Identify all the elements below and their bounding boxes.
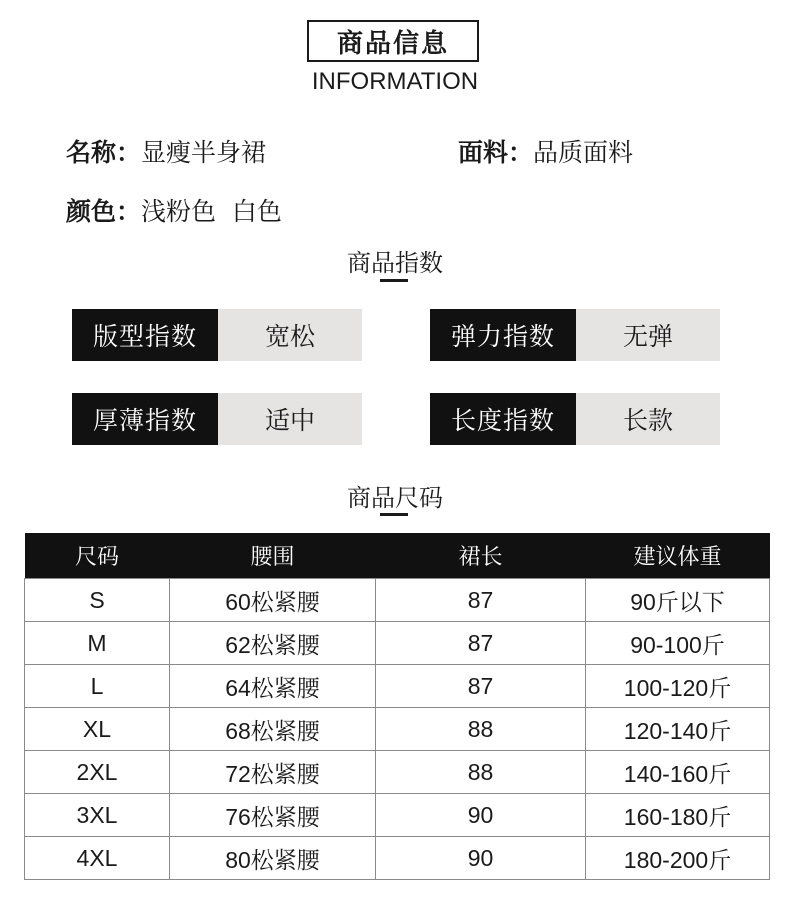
- table-row: [25, 708, 770, 751]
- cell-weight: 90-100斤: [586, 622, 770, 665]
- index-fit-value: 宽松: [218, 309, 362, 361]
- info-name: [66, 133, 266, 169]
- cell-size: L: [25, 665, 170, 708]
- index-section-rule: [380, 279, 408, 282]
- cell-size: 2XL: [25, 751, 170, 794]
- cell-weight: 90斤以下: [586, 579, 770, 622]
- fabric-value: 品质面料: [533, 138, 634, 167]
- fabric-label: 面料：: [458, 138, 534, 167]
- cell-size: S: [25, 579, 170, 622]
- cell-weight: 180-200斤: [586, 837, 770, 880]
- header-length: 裙长: [376, 533, 586, 579]
- size-section-rule: [380, 513, 408, 516]
- cell-size: M: [25, 622, 170, 665]
- cell-length: 90: [376, 794, 586, 837]
- size-table-header: [25, 533, 770, 579]
- cell-weight: 100-120斤: [586, 665, 770, 708]
- index-length: [430, 393, 720, 445]
- color-label: 颜色：: [66, 197, 142, 226]
- index-fit: [72, 309, 362, 361]
- cell-size: XL: [25, 708, 170, 751]
- color-value: 浅粉色 白色: [141, 197, 282, 226]
- size-section-title: 商品尺码: [347, 484, 443, 512]
- index-fit-label: 版型指数: [72, 309, 218, 361]
- cell-waist: 76松紧腰: [170, 794, 376, 837]
- cell-weight: 140-160斤: [586, 751, 770, 794]
- index-length-label: 长度指数: [430, 393, 576, 445]
- cell-length: 88: [376, 751, 586, 794]
- table-row: [25, 837, 770, 880]
- header-weight: 建议体重: [586, 533, 770, 579]
- cell-length: 87: [376, 622, 586, 665]
- name-value: 显瘦半身裙: [141, 138, 267, 167]
- cell-waist: 60松紧腰: [170, 579, 376, 622]
- index-thickness-value: 适中: [218, 393, 362, 445]
- table-row: [25, 665, 770, 708]
- page-title-text: 商品信息: [336, 28, 449, 59]
- index-elasticity-value: 无弹: [576, 309, 720, 361]
- table-row: [25, 751, 770, 794]
- cell-length: 87: [376, 665, 586, 708]
- table-row: [25, 622, 770, 665]
- cell-weight: 120-140斤: [586, 708, 770, 751]
- cell-waist: 68松紧腰: [170, 708, 376, 751]
- header-size: 尺码: [25, 533, 170, 579]
- cell-length: 87: [376, 579, 586, 622]
- info-color: [66, 192, 282, 228]
- index-length-value: 长款: [576, 393, 720, 445]
- cell-waist: 80松紧腰: [170, 837, 376, 880]
- table-row: [25, 579, 770, 622]
- cell-size: 3XL: [25, 794, 170, 837]
- header-waist: 腰围: [170, 533, 376, 579]
- cell-length: 88: [376, 708, 586, 751]
- index-section-title: 商品指数: [347, 249, 443, 277]
- index-elasticity-label: 弹力指数: [430, 309, 576, 361]
- cell-size: 4XL: [25, 837, 170, 880]
- index-thickness-label: 厚薄指数: [72, 393, 218, 445]
- cell-waist: 64松紧腰: [170, 665, 376, 708]
- page-title: [307, 20, 479, 62]
- index-elasticity: [430, 309, 720, 361]
- name-label: 名称：: [66, 138, 142, 167]
- cell-waist: 72松紧腰: [170, 751, 376, 794]
- index-thickness: [72, 393, 362, 445]
- table-row: [25, 794, 770, 837]
- size-table: [24, 533, 770, 880]
- info-fabric: [458, 133, 633, 169]
- cell-waist: 62松紧腰: [170, 622, 376, 665]
- cell-length: 90: [376, 837, 586, 880]
- cell-weight: 160-180斤: [586, 794, 770, 837]
- page-subtitle: INFORMATION: [311, 68, 479, 95]
